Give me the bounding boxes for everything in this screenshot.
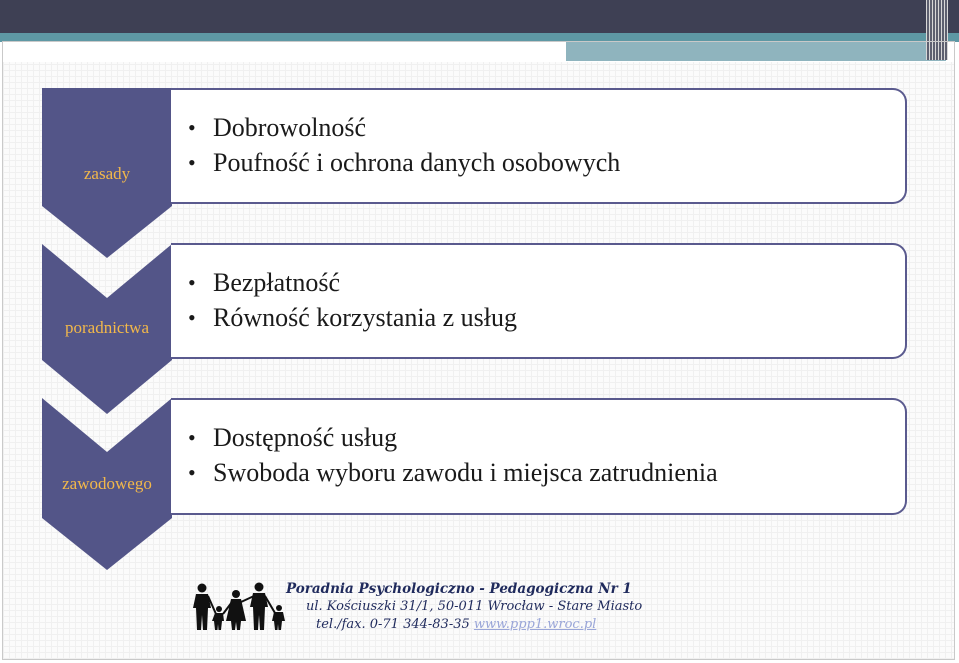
item-box-2 [171,243,907,359]
bullet-list-2 [171,265,905,335]
chevron-label-3: zawodowego [62,474,152,493]
bullet-icon: • [188,460,196,485]
bullet-item: • Bezpłatność [213,265,905,300]
item-box-1 [171,88,907,204]
chevron-label-2: poradnictwa [64,318,150,337]
footer-website-link[interactable]: www.ppp1.wroc.pl [473,617,597,632]
footer-phone-line [286,616,686,634]
item-box-3 [171,398,907,515]
bullet-item: • Swoboda wyboru zawodu i miejsca zatrudnienia [213,455,905,490]
bullet-list-3 [171,420,905,490]
footer-address: ul. Kościuszki 31/1, 50-011 Wrocław - Stare Miasto [306,599,643,614]
chevron-label-1: zasady [83,164,131,183]
bullet-icon: • [188,425,196,450]
footer-org-name: Poradnia Psychologiczno - Pedagogiczna Nr 1 [286,581,632,597]
bullet-item: • Dobrowolność [213,110,905,145]
bullet-item: • Poufność i ochrona danych osobowych [213,145,905,180]
bullet-icon: • [188,115,196,140]
footer-contact [286,580,686,634]
bullet-icon: • [188,150,196,175]
bullet-list-1 [171,110,905,180]
bullet-icon: • [188,270,196,295]
footer-phone: tel./fax. 0-71 344-83-35 [316,617,470,632]
bullet-item: • Dostępność usług [213,420,905,455]
family-silhouette-icon [188,582,288,632]
bullet-item: • Równość korzystania z usług [213,300,905,335]
bullet-icon: • [188,305,196,330]
